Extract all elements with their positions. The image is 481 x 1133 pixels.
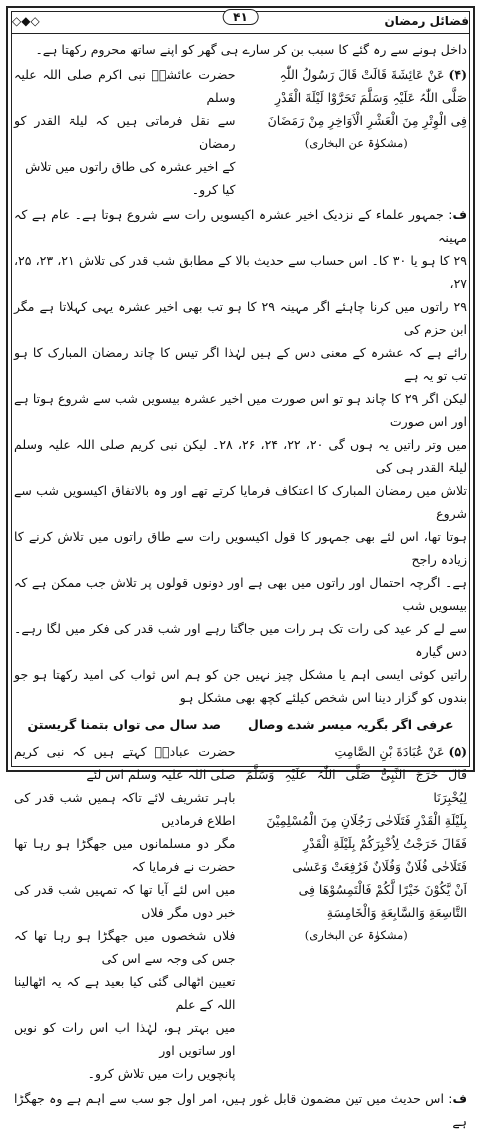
hadith-4-arabic-line: فِی الْوِتْرِ مِنَ الْعَشْرِ الْاَوَاخِرِ مِنْ رَمَضَانَ [267, 113, 467, 128]
hadith-5-urdu-line: پانچویں رات میں تلاش کرو۔ [87, 1066, 236, 1081]
hadith-5-number: (۵) [448, 744, 467, 759]
commentary-text: : جمہور علماء کے نزدیک اخیر عشرہ اکیسویں رات سے شروع ہوتا ہے۔ عام ہے کہ مہینہ [14, 207, 467, 245]
header-ornament: ◇◆◇ [12, 14, 40, 28]
header-divider [12, 33, 469, 34]
hadith-5-arabic-line: اَنْ یَّکُوْنَ خَیْرًا لَّکُمْ فَالْتَمِسُوْھَا فِی [298, 882, 467, 897]
commentary-line: میں وتر راتیں یہ ہوں گی ۲۰، ۲۲، ۲۴، ۲۶، ۲۸۔ لیکن نبی کریم صلی اللہ علیہ وسلم لیلۃ القدر ہی کی [14, 437, 468, 475]
hadith-5-reference: (مشکوٰۃ عن البخاری) [304, 928, 408, 942]
commentary-line: سے لے کر عید کی رات تک ہر رات میں جاگتا رہے اور شب قدر کی فکر میں لگا رہے۔ دس گیارہ [14, 621, 467, 659]
page-number: ۴۱ [222, 9, 259, 25]
hadith-4-urdu-line: حضرت عائشہؓ نبی اکرم صلی اللہ علیہ وسلم [14, 67, 236, 105]
commentary-line [14, 203, 467, 249]
hadith-4-number: (۴) [448, 67, 467, 82]
hadith-5-urdu-line: میں بہتر ہو، لہٰذا اب اس رات کو نویں اور ساتویں اور [14, 1020, 236, 1058]
hadith-5-arabic [246, 740, 468, 1085]
page-content [14, 38, 468, 1129]
hadith-5-arabic-line: فَقَالَ خَرَجْتُ لِاُخْبِرَکُمْ بِلَیْلَةِ الْقَدْرِ [303, 836, 467, 851]
hadith-5-urdu-line: میں اس لئے آیا تھا کہ تمہیں شب قدر کی خبر دوں مگر فلاں [14, 882, 236, 920]
hadith-4-urdu-line: سے نقل فرماتی ہیں کہ لیلۃ القدر کو رمضان [14, 113, 236, 151]
hadith-4-arabic-line: عَنْ عَائِشَةَ قَالَتْ قَالَ رَسُولُ اللّٰہِ [279, 67, 445, 82]
commentary-line: ۲۹ راتوں میں کرنا چاہئے اگر مہینہ ۲۹ کا ہو تب بھی اخیر عشرہ یہی کہلاتا ہے مگر ابن حزم کی [14, 299, 467, 337]
commentary-1 [14, 203, 467, 709]
couplet-first-half: عرفی اگر بگریہ میسر شدے وصال [247, 717, 454, 732]
hadith-4-reference: (مشکوٰۃ عن البخاری) [304, 136, 408, 150]
hadith-4-urdu-line: کے اخیر عشرہ کی طاق راتوں میں تلاش [25, 159, 236, 174]
commentary-line: لیکن اگر ۲۹ کا چاند ہو تو اس صورت میں اخیر عشرہ بیسویں شب سے شروع ہوتا ہے اور اس صورت [14, 391, 467, 429]
hadith-5-urdu-line: فلاں شخصوں میں جھگڑا ہو رہا تھا کہ جس کی وجہ سے اس کی [14, 928, 236, 966]
commentary-line: ہوتا تھا، اس لئے بھی جمہور کا قول اکیسویں رات سے طاق راتوں میں تلاش کرنے کا زیادہ راجح [14, 529, 467, 567]
hadith-5-arabic-line: قَالَ خَرَجَ النَّبِیُّ صَلَّی اللّٰہُ عَلَیْہِ وَسَلَّمَ لِیُخْبِرَنَا [245, 767, 467, 805]
commentary-line: ہے۔ اگرچہ احتمال اور راتوں میں بھی ہے اور دونوں قولوں پر تلاش جب ممکن ہے کہ بیسویں شب [14, 575, 467, 613]
header-title: فضائل رمضان [384, 14, 469, 28]
hadith-5-arabic-line: عَنْ عُبَادَةَ بْنِ الصَّامِتِ [334, 744, 445, 759]
fa-marker: ف [452, 207, 467, 222]
hadith-5-arabic-line: التَّاسِعَةِ وَالسَّابِعَةِ وَالْخَامِسَةِ [326, 905, 467, 920]
fa-marker: ف [452, 1091, 467, 1106]
hadith-5-urdu-line: حضرت عبادہؓ کہتے ہیں کہ نبی کریم صلی اللہ علیہ وسلم اس لئے [14, 744, 236, 782]
hadith-4-arabic [246, 63, 468, 201]
commentary-line: راتیں کوئی ایسی اہم یا مشکل چیز نہیں جن کو ہم اس ثواب کی امید رکھتا ہو جو بندوں کو گزار دینا اس شخص کیلئے کچھ بھی مشکل ہو [14, 667, 467, 705]
hadith-4 [14, 63, 467, 201]
hadith-4-translation [14, 63, 236, 201]
hadith-4-urdu-line: کیا کرو۔ [191, 182, 236, 197]
hadith-5-translation [14, 740, 236, 1085]
hadith-5-urdu-line: مگر دو مسلمانوں میں جھگڑا ہو رہا تھا حضرت نے فرمایا کہ [14, 836, 236, 874]
intro-line: داخل ہونے سے رہ گئے کا سبب بن کر سارے ہی گھر کو اپنے ساتھ محروم رکھتا ہے۔ [35, 42, 467, 57]
commentary-line: رائے ہے کہ عشرہ کے معنی دس کے ہیں لہٰذا اگر تیس کا چاند رمضان المبارک کا ہو تب تو یہ ہے [14, 345, 467, 383]
commentary-line: تلاش میں رمضان المبارک کا اعتکاف فرمایا کرتے تھے اور وہ بالاتفاق اکیسویں شب سے شروع [14, 483, 467, 521]
hadith-5-arabic-line: بِلَیْلَةِ الْقَدْرِ فَتَلَاحٰی رَجُلَانِ مِنَ الْمُسْلِمِیْنَ [266, 813, 467, 828]
hadith-5-urdu-line: باہر تشریف لائے تاکہ ہمیں شب قدر کی اطلاع فرمادیں [14, 790, 236, 828]
commentary-line: ۲۹ کا ہو یا ۳۰ کا۔ اس حساب سے حدیث بالا کے مطابق شب قدر کی تلاش ۲۱، ۲۳، ۲۵، ۲۷، [14, 253, 467, 291]
hadith-5-arabic-line: فَتَلَاحٰی فُلَانٌ وَفُلَانٌ فَرُفِعَتْ وَعَسٰی [292, 859, 467, 874]
hadith-4-arabic-line: صَلَّی اللّٰہُ عَلَیْہِ وَسَلَّمَ تَحَرَّوْا لَیْلَةَ الْقَدْرِ [275, 90, 467, 105]
couplet-second-half: صد سال می تواں بتمنا گریستن [27, 717, 222, 732]
commentary-2 [14, 1087, 467, 1133]
hadith-5-urdu-line: تعیین اٹھالی گئی کیا بعید ہے کہ یہ اٹھالینا اللہ کے علم [14, 974, 236, 1012]
commentary-text: : اس حدیث میں تین مضمون قابل غور ہیں، امر اول جو سب سے اہم ہے وہ جھگڑا ہے [14, 1091, 467, 1129]
hadith-5 [14, 740, 467, 1085]
persian-couplet [14, 713, 467, 736]
